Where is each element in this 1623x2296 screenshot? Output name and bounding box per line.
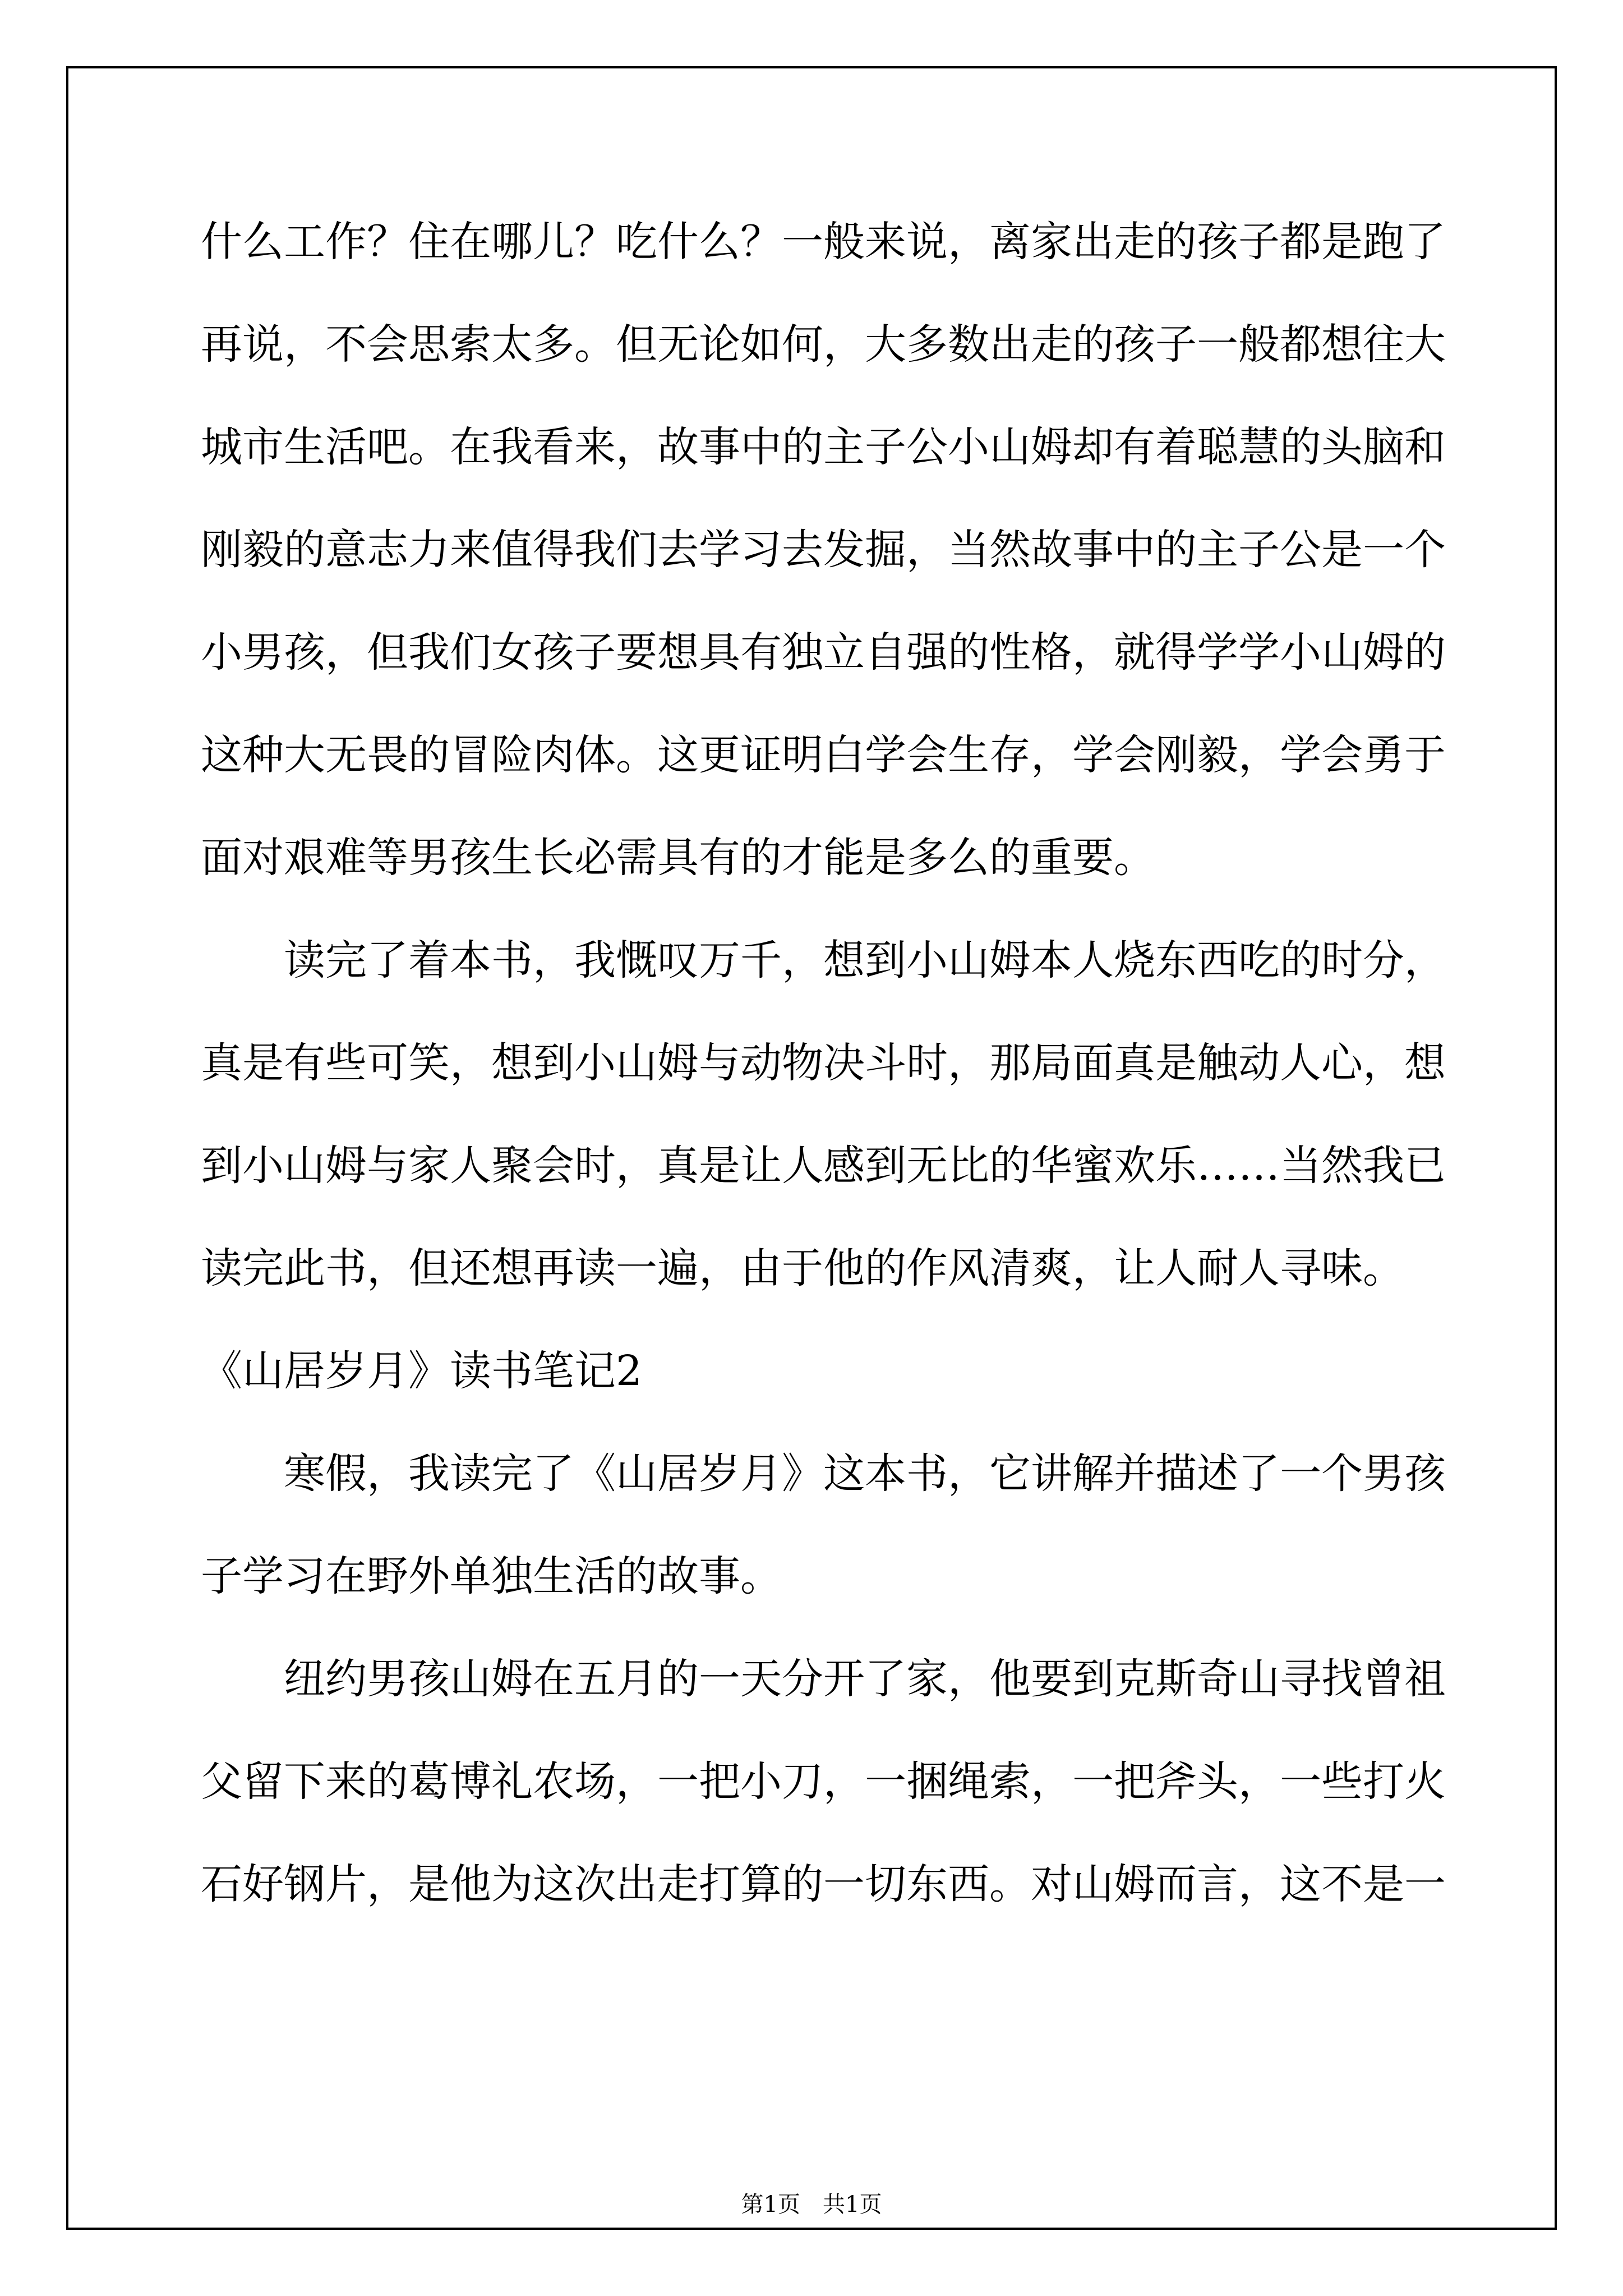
paragraph-line: 再说，不会思索太多。但无论如何，大多数出走的孩子一般都想往大 — [201, 320, 1446, 369]
paragraph-line: 刚毅的意志力来值得我们去学习去发掘，当然故事中的主子公是一个 — [201, 526, 1446, 574]
paragraph-line: 面对艰难等男孩生长必需具有的才能是多么的重要。 — [201, 834, 1155, 882]
paragraph-line: 石好钢片，是他为这次出走打算的一切东西。对山姆而言，这不是一 — [201, 1860, 1446, 1908]
paragraph-line: 小男孩，但我们女孩子要想具有独立自强的性格，就得学学小山姆的 — [201, 628, 1446, 677]
paragraph-line: 这种大无畏的冒险肉体。这更证明白学会生存，学会刚毅，学会勇于 — [201, 731, 1446, 779]
paragraph-line: 读完此书，但还想再读一遍，由于他的作风清爽，让人耐人寻味。 — [201, 1244, 1404, 1292]
section-heading: 《山居岁月》读书笔记2 — [201, 1347, 643, 1395]
paragraph-line: 子学习在野外单独生活的故事。 — [201, 1552, 782, 1600]
paragraph-line: 什么工作？住在哪儿？吃什么？一般来说，离家出走的孩子都是跑了 — [201, 218, 1446, 266]
page-number: 第1页 — [741, 2192, 800, 2217]
paragraph-line: 到小山姆与家人聚会时，真是让人感到无比的华蜜欢乐……当然我已 — [201, 1142, 1446, 1190]
paragraph-first-line: 读完了着本书，我慨叹万千，想到小山姆本人烧东西吃的时分， — [284, 936, 1446, 984]
page-total: 共1页 — [823, 2192, 882, 2217]
paragraph-line: 父留下来的葛博礼农场，一把小刀，一捆绳索，一把斧头，一些打火 — [201, 1757, 1446, 1806]
page-footer — [0, 2191, 1623, 2219]
paragraph-line: 真是有些可笑，想到小山姆与动物决斗时，那局面真是触动人心，想 — [201, 1039, 1446, 1087]
paragraph-first-line: 寒假，我读完了《山居岁月》这本书，它讲解并描述了一个男孩 — [284, 1450, 1446, 1498]
paragraph-line: 城市生活吧。在我看来，故事中的主子公小山姆却有着聪慧的头脑和 — [201, 423, 1446, 471]
paragraph-first-line: 纽约男孩山姆在五月的一天分开了家，他要到克斯奇山寻找曾祖 — [284, 1655, 1446, 1703]
